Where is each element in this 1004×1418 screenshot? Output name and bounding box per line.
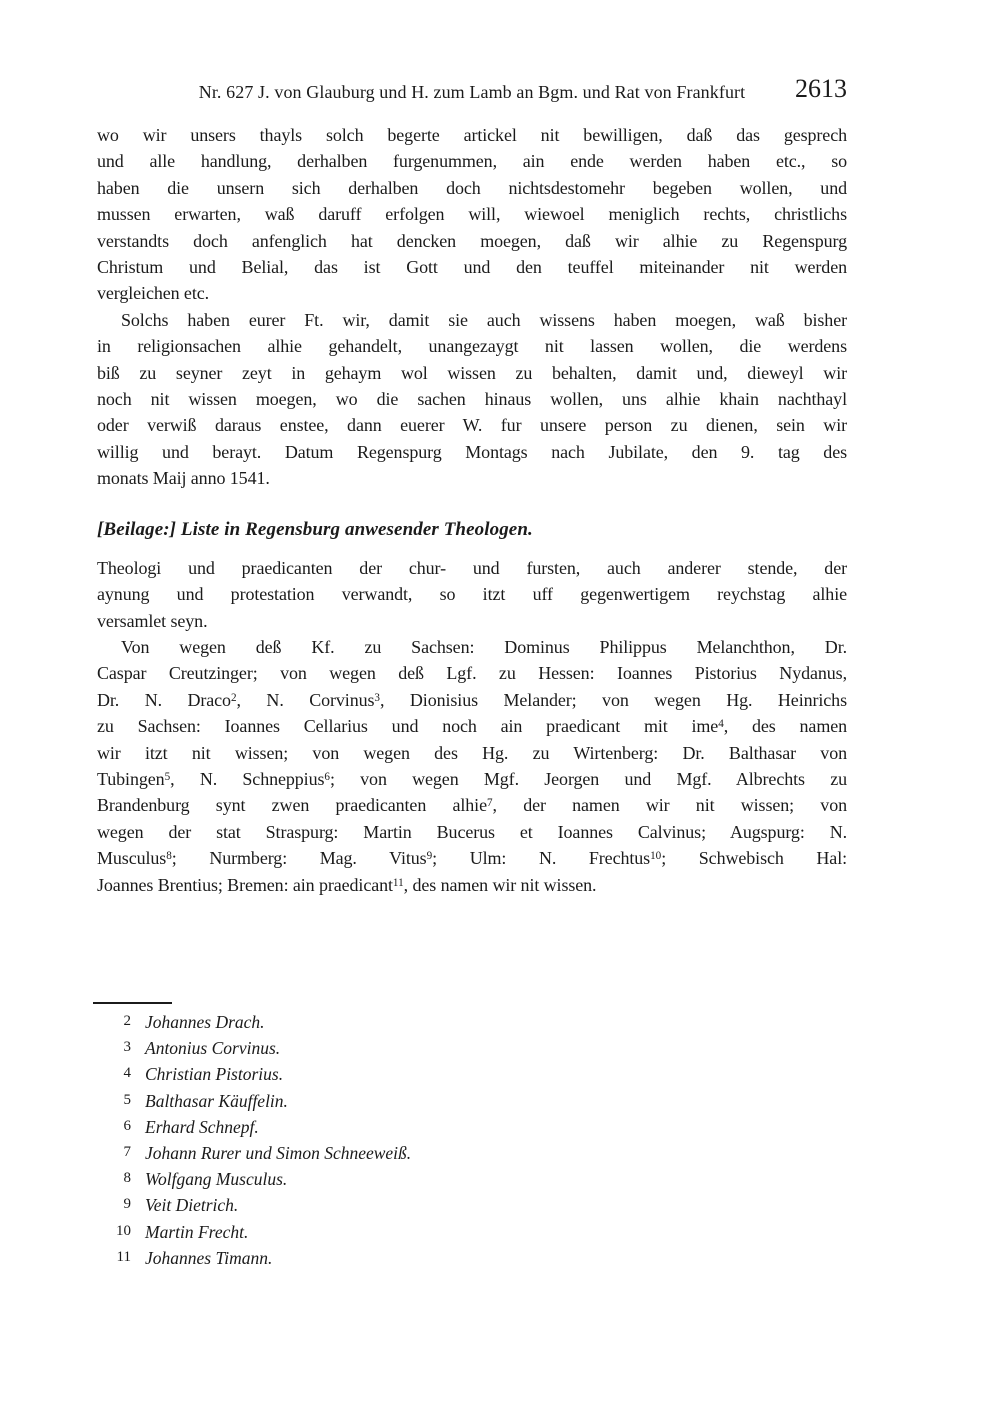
footnote-number: 6 (123, 1117, 131, 1134)
footnote-text: Johannes Drach. (145, 1012, 265, 1032)
text-line: und alle handlung, derhalben furgenummen, ain ende werden haben etc., so (97, 151, 847, 172)
footnote-separator-rule (93, 1002, 172, 1004)
text-line: noch nit wissen moegen, wo die sachen hinaus wollen, uns alhie khain nachthayl (97, 389, 847, 410)
text-line: aynung und protestation verwandt, so itzt uff gegenwertigem reychstag alhie (97, 584, 847, 605)
footnote-text: Johannes Timann. (145, 1247, 273, 1268)
text-line: Von wegen deß Kf. zu Sachsen: Dominus Philippus Melanchthon, Dr. (121, 636, 847, 657)
footnote-text: Christian Pistorius. (145, 1064, 284, 1085)
footnote-number: 9 (123, 1196, 131, 1213)
text-line: Tubingen$^5$, N. Schneppius$^6$; von wegen Mgf. Jeorgen und Mgf. Albrechts zu (97, 768, 847, 789)
footnote-ref: 6 (324, 770, 330, 783)
footnote-text: Johann Rurer und Simon Schneeweiß. (145, 1143, 412, 1164)
para-von-wegen (97, 634, 847, 898)
text-line: wo wir unsers thayls solch begerte artickel nit bewilligen, daß das gesprech (97, 125, 847, 145)
para-opening (97, 122, 847, 307)
text-line: Solchs haben eurer Ft. wir, damit sie auch wissens haben moegen, waß bisher (121, 309, 847, 330)
text-line: willig und berayt. Datum Regenspurg Montags nach Jubilate, den 9. tag des (97, 441, 847, 462)
text-line: Joannes Brentius; Bremen: ain praedicant$^{11}$, des namen wir nit wissen. (97, 874, 597, 895)
footnote-number: 3 (123, 1039, 131, 1056)
footnote-text: Wolfgang Musculus. (145, 1169, 288, 1190)
footnote-item (97, 1062, 847, 1088)
footnote-list (97, 1010, 847, 1272)
footnote-ref: 4 (718, 718, 724, 731)
footnote-text: Balthasar Käuffelin. (145, 1090, 288, 1111)
footnote-number: 10 (116, 1222, 131, 1239)
footnote-item (97, 1141, 847, 1167)
text-line: wir itzt nit wissen; von wegen des Hg. zu Wirtenberg: Dr. Balthasar von (97, 742, 847, 763)
para-theologi (97, 555, 847, 634)
footnote-text: Veit Dietrich. (145, 1195, 239, 1216)
footnote-ref: 2 (230, 691, 237, 704)
footnote-ref: 9 (426, 850, 433, 863)
footnote-ref: 7 (486, 797, 493, 810)
running-header (97, 74, 847, 106)
text-line: Musculus$^8$; Nurmberg: Mag. Vitus$^9$; Ulm: N. Frechtus$^{10}$; Schwebisch Hal: (97, 848, 847, 869)
footnote-text: Martin Frecht. (145, 1221, 249, 1242)
para-solchs (97, 307, 847, 492)
beilage-heading: [Beilage:] Liste in Regensburg anwesender Theologen. (97, 518, 533, 540)
text-line: vergleichen etc. (97, 283, 210, 304)
text-line: in religionsachen alhie gehandelt, unangezaygt nit lassen wollen, die werdens (97, 336, 847, 357)
text-line: Theologi und praedicanten der chur- und fursten, auch anderer stende, der (97, 557, 847, 578)
text-line: wegen der stat Straspurg: Martin Bucerus et Ioannes Calvinus; Augspurg: N. (97, 821, 847, 842)
footnote-item (97, 1010, 847, 1036)
footnote-item (97, 1089, 847, 1115)
text-line: Dr. N. Draco$^2$, N. Corvinus$^3$, Dionisius Melander; von wegen Hg. Heinrichs (97, 689, 847, 710)
text-line: mussen erwarten, waß daruff erfolgen will, wiewoel meniglich rechts, christlichs (97, 204, 847, 225)
footnote-ref: 5 (164, 770, 171, 783)
footnote-item (97, 1115, 847, 1141)
footnote-text: Erhard Schnepf. (145, 1116, 259, 1137)
page-number: 2613 (795, 74, 847, 103)
text-line: Christum und Belial, das ist Gott und den teuffel miteinander nit werden (97, 257, 847, 278)
footnote-item (97, 1193, 847, 1219)
text-line: verstandts doch anfenglich hat dencken moegen, daß wir alhie zu Regenspurg (97, 230, 847, 251)
text-line: Brandenburg synt zwen praedicanten alhie$^7$, der namen wir nit wissen; von (97, 795, 848, 816)
footnote-number: 11 (116, 1248, 131, 1265)
footnote-item (97, 1167, 847, 1193)
text-line: versamlet seyn. (97, 610, 208, 631)
footnote-ref: 10 (650, 850, 662, 863)
footnote-ref: 3 (374, 691, 380, 704)
text-line: zu Sachsen: Ioannes Cellarius und noch ain praedicant mit ime$^4$, des namen (97, 716, 848, 737)
footnote-ref: 11 (392, 876, 404, 889)
text-line: biß zu seyner zeyt in gehaym wol wissen zu behalten, damit und, dieweyl wir (97, 362, 847, 383)
footnote-item (97, 1220, 847, 1246)
footnote-number: 5 (123, 1091, 131, 1108)
text-line: haben die unsern sich derhalben doch nichtsdestomehr begeben wollen, und (97, 177, 847, 198)
footnote-item (97, 1036, 847, 1062)
footnote-text: Antonius Corvinus. (145, 1038, 281, 1059)
text-line: Caspar Creutzinger; von wegen deß Lgf. zu Hessen: Ioannes Pistorius Nydanus, (97, 663, 847, 684)
text-block (97, 122, 847, 898)
footnote-number: 4 (123, 1065, 131, 1082)
footnote-item (97, 1246, 847, 1272)
text-line: oder verwiß daraus enstee, dann euerer W. fur unsere person zu dienen, sein wir (97, 415, 847, 436)
footnote-number: 8 (123, 1170, 131, 1187)
running-header-title: Nr. 627 J. von Glauburg und H. zum Lamb an Bgm. und Rat von Frankfurt (198, 82, 746, 102)
footnote-number: 7 (123, 1144, 131, 1161)
footnote-number: 2 (123, 1013, 131, 1029)
text-line: monats Maij anno 1541. (97, 468, 270, 489)
footnote-ref: 8 (166, 850, 172, 863)
